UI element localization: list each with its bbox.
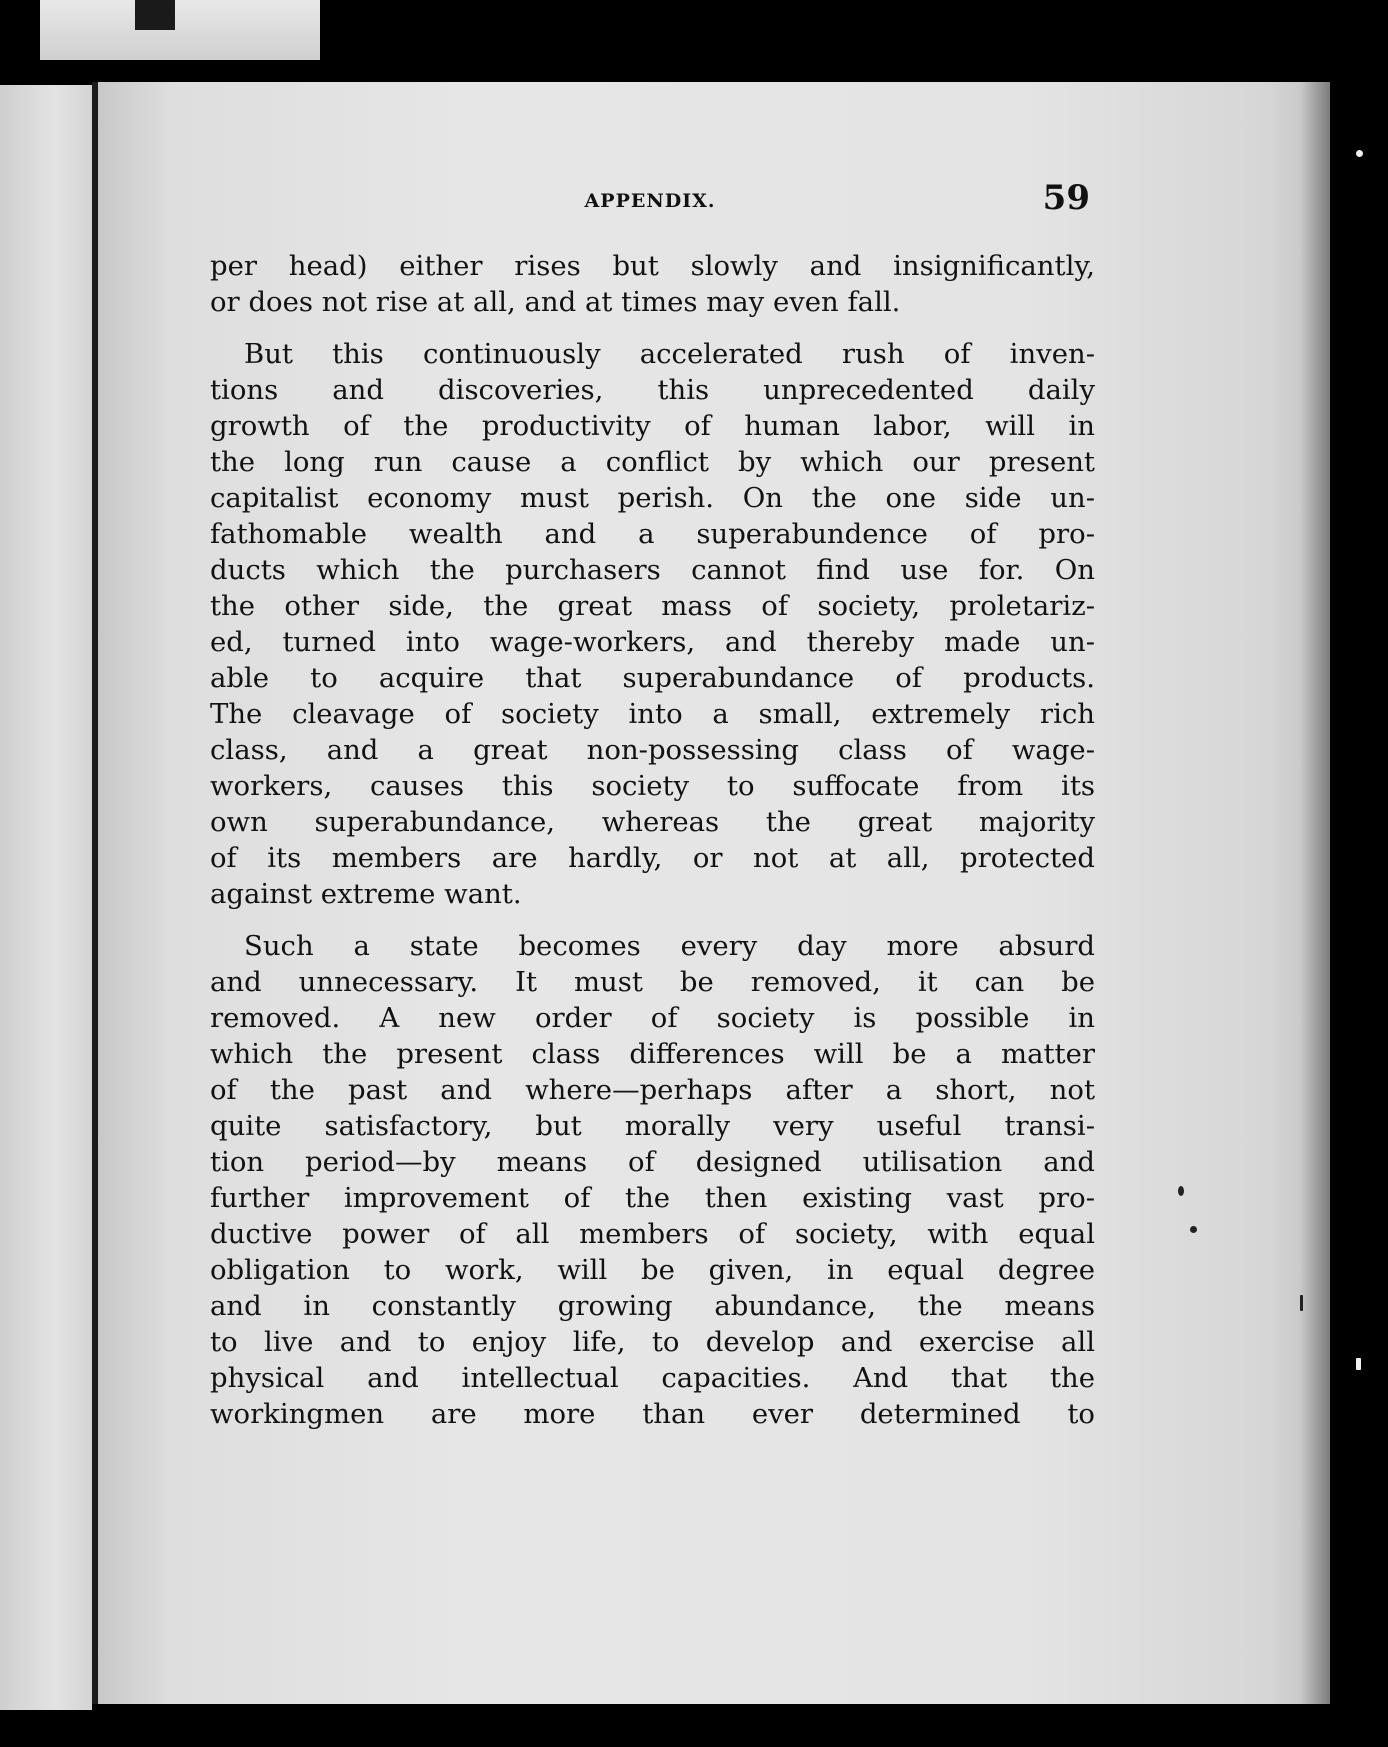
page-number: 59 — [1042, 178, 1090, 218]
scan-speck — [1178, 1186, 1184, 1196]
text-line: But this continuously accelerated rush of inven- — [244, 338, 1095, 370]
text-line: able to acquire that superabundance of products. — [210, 662, 1095, 694]
text-line: quite satisfactory, but morally very useful transi- — [210, 1110, 1095, 1142]
text-line: of the past and where—perhaps after a short, not — [210, 1074, 1095, 1106]
scanner-notch — [135, 0, 175, 30]
text-line: which the present class differences will be a matter — [210, 1038, 1095, 1070]
running-head-title: APPENDIX. — [584, 190, 716, 212]
text-line: tions and discoveries, this unprecedented daily — [210, 374, 1095, 406]
paragraph — [210, 248, 1095, 320]
text-line: further improvement of the then existing vast pro- — [210, 1182, 1095, 1214]
text-line: of its members are hardly, or not at all, protected — [210, 842, 1095, 874]
text-line: per head) either rises but slowly and insignificantly, — [210, 250, 1095, 282]
left-page-edge — [0, 85, 92, 1710]
text-line: workingmen are more than ever determined to — [210, 1398, 1095, 1430]
text-line: workers, causes this society to suffocate from its — [210, 770, 1095, 802]
text-line: growth of the productivity of human labor, will in — [210, 410, 1095, 442]
text-line: removed. A new order of society is possible in — [210, 1002, 1095, 1034]
text-line: own superabundance, whereas the great majority — [210, 806, 1095, 838]
text-line: to live and to enjoy life, to develop and exercise all — [210, 1326, 1095, 1358]
paragraph — [210, 336, 1095, 912]
scan-speck — [1356, 1358, 1361, 1370]
text-line: obligation to work, will be given, in equal degree — [210, 1254, 1095, 1286]
text-line: tion period—by means of designed utilisation and — [210, 1146, 1095, 1178]
text-line: class, and a great non-possessing class of wage- — [210, 734, 1095, 766]
scan-speck — [1356, 150, 1363, 157]
text-line: fathomable wealth and a superabundence of pro- — [210, 518, 1095, 550]
running-head — [210, 178, 1090, 228]
text-line: the other side, the great mass of society, proletariz- — [210, 590, 1095, 622]
scanner-edge-artifact — [40, 0, 320, 60]
text-line: capitalist economy must perish. On the one side un- — [210, 482, 1095, 514]
text-line: and in constantly growing abundance, the means — [210, 1290, 1095, 1322]
text-line: or does not rise at all, and at times may even fall. — [210, 286, 901, 318]
text-line: ed, turned into wage-workers, and thereby made un- — [210, 626, 1095, 658]
text-line: The cleavage of society into a small, extremely rich — [210, 698, 1095, 730]
paragraph — [210, 928, 1095, 1432]
text-line: Such a state becomes every day more absurd — [244, 930, 1095, 962]
scan-speck — [1190, 1226, 1197, 1233]
text-line: ductive power of all members of society, with equal — [210, 1218, 1095, 1250]
text-line: the long run cause a conflict by which our present — [210, 446, 1095, 478]
text-line: and unnecessary. It must be removed, it can be — [210, 966, 1095, 998]
page-edge-shadow — [1300, 82, 1330, 1704]
text-line: physical and intellectual capacities. And that the — [210, 1362, 1095, 1394]
scan-speck — [1300, 1295, 1303, 1311]
body-text — [210, 248, 1095, 1448]
text-line: against extreme want. — [210, 878, 522, 910]
text-line: ducts which the purchasers cannot find use for. On — [210, 554, 1095, 586]
